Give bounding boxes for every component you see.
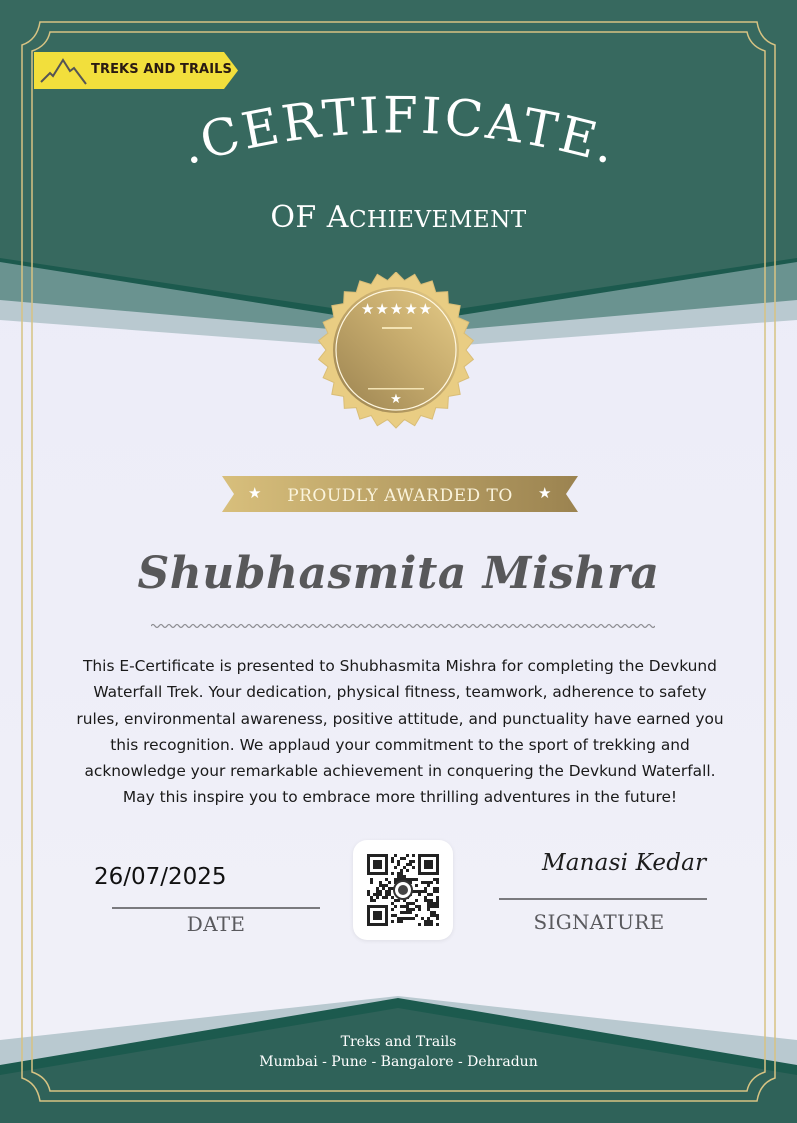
certificate-title [0,0,797,200]
ribbon-star-right-icon: ★ [538,485,552,502]
seal-stars: ★★★★★ [360,301,434,318]
qr-code-icon [353,840,453,940]
footer-org: Treks and Trails [340,1034,457,1050]
signature-line [499,898,707,900]
wavy-divider [151,622,655,630]
awarded-label: PROUDLY AWARDED TO [287,486,513,506]
seal-bottom-star: ★ [390,391,402,406]
brand-name: TREKS AND TRAILS [91,62,233,77]
certificate-subtitle: OF ACHIEVEMENT [270,200,527,235]
footer-cities: Mumbai - Pune - Bangalore - Dehradun [259,1054,538,1070]
signature-value: Manasi Kedar [542,850,707,876]
signature-label: SIGNATURE [533,910,665,934]
date-value: 26/07/2025 [94,864,227,890]
gold-seal [316,272,476,432]
date-line [112,907,320,909]
svg-text:.CERTIFICATE.: .CERTIFICATE. [174,86,626,177]
certificate-body: This E-Certificate is presented to Shubhasmita Mishra for completing the Devkund Waterfall Trek. Your dedication, physical fitness, teamwork, adherence to safety rules, environmental awareness, positive attitude, and punctuality have earned you this recognition. We applaud your commitment to the sport of trekking and acknowledge your remarkable achievement in conquering the Devkund Waterfall. May this inspire you to embrace more thrilling adventures in the future! [76,657,724,807]
date-label: DATE [186,912,246,936]
recipient-name: Shubhasmita Mishra [137,548,660,599]
qr-code[interactable] [353,840,453,940]
ribbon-star-left-icon: ★ [248,485,262,502]
